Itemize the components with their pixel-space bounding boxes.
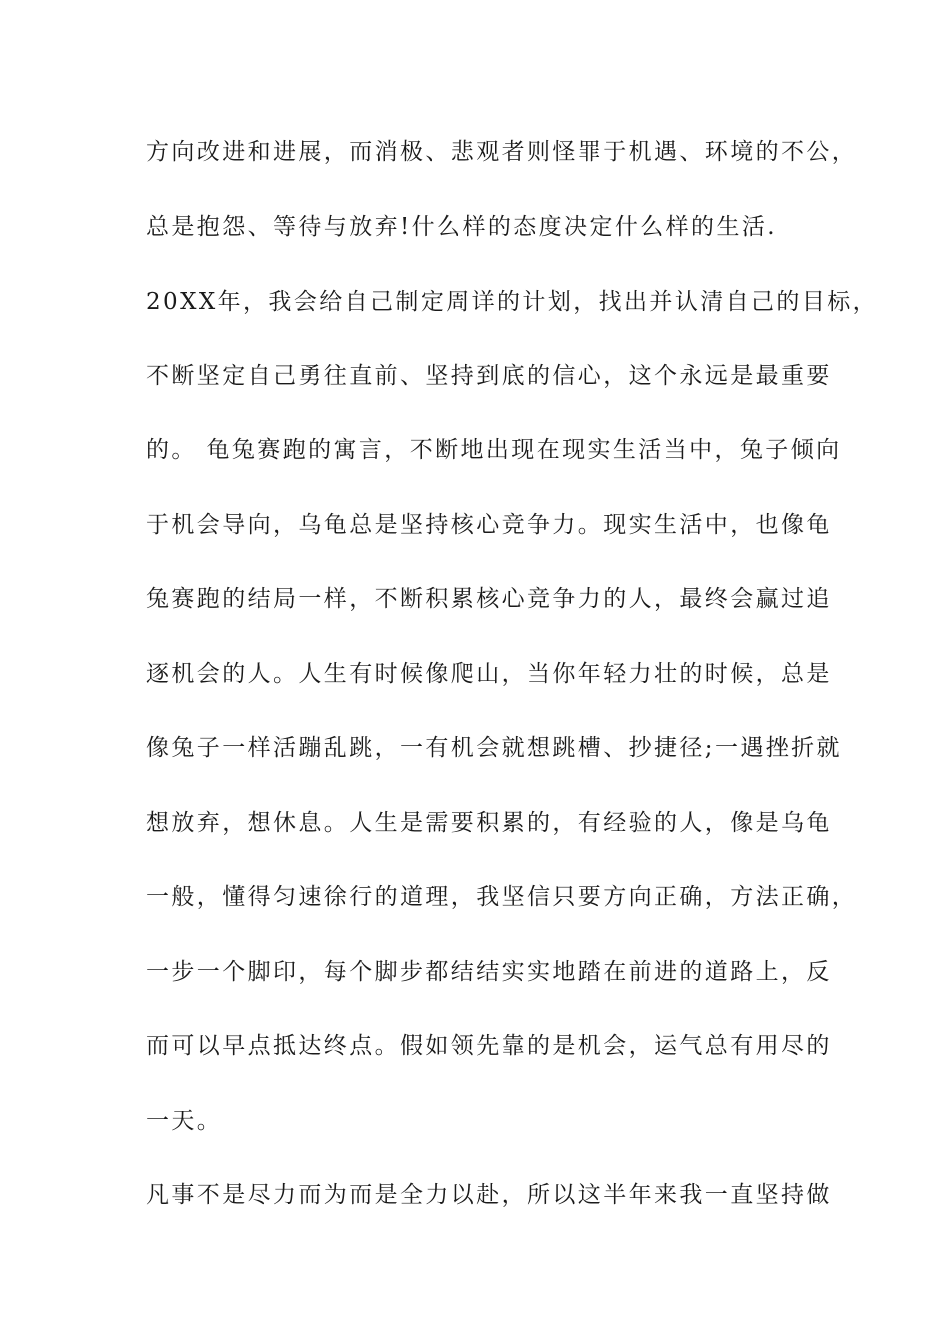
text-line: 一般，懂得匀速徐行的道理，我坚信只要方向正确，方法正确， — [146, 884, 858, 910]
text-line: 的。 龟兔赛跑的寓言，不断地出现在现实生活当中，兔子倾向 — [146, 437, 842, 463]
text-line: 不断坚定自己勇往直前、坚持到底的信心，这个永远是最重要 — [146, 363, 832, 389]
text-line: 一步一个脚印，每个脚步都结结实实地踏在前进的道路上，反 — [146, 959, 832, 985]
text-line: 20XX年，我会给自己制定周详的计划，找出并认清自己的目标， — [146, 289, 879, 315]
text-line: 像兔子一样活蹦乱跳，一有机会就想跳槽、抄捷径;一遇挫折就 — [146, 735, 842, 761]
text-line: 兔赛跑的结局一样，不断积累核心竞争力的人，最终会赢过追 — [146, 586, 832, 612]
text-line: 逐机会的人。人生有时候像爬山，当你年轻力壮的时候，总是 — [146, 661, 832, 687]
text-line: 方向改进和进展，而消极、悲观者则怪罪于机遇、环境的不公， — [146, 139, 858, 165]
text-line: 凡事不是尽力而为而是全力以赴，所以这半年来我一直坚持做 — [146, 1182, 832, 1208]
text-line: 想放弃，想休息。人生是需要积累的，有经验的人，像是乌龟 — [146, 810, 832, 836]
text-line: 于机会导向，乌龟总是坚持核心竞争力。现实生活中，也像龟 — [146, 512, 832, 538]
text-line: 总是抱怨、等待与放弃!什么样的态度决定什么样的生活. — [146, 214, 777, 240]
text-line: 一天。 — [146, 1108, 223, 1134]
text-line: 而可以早点抵达终点。假如领先靠的是机会，运气总有用尽的 — [146, 1033, 832, 1059]
